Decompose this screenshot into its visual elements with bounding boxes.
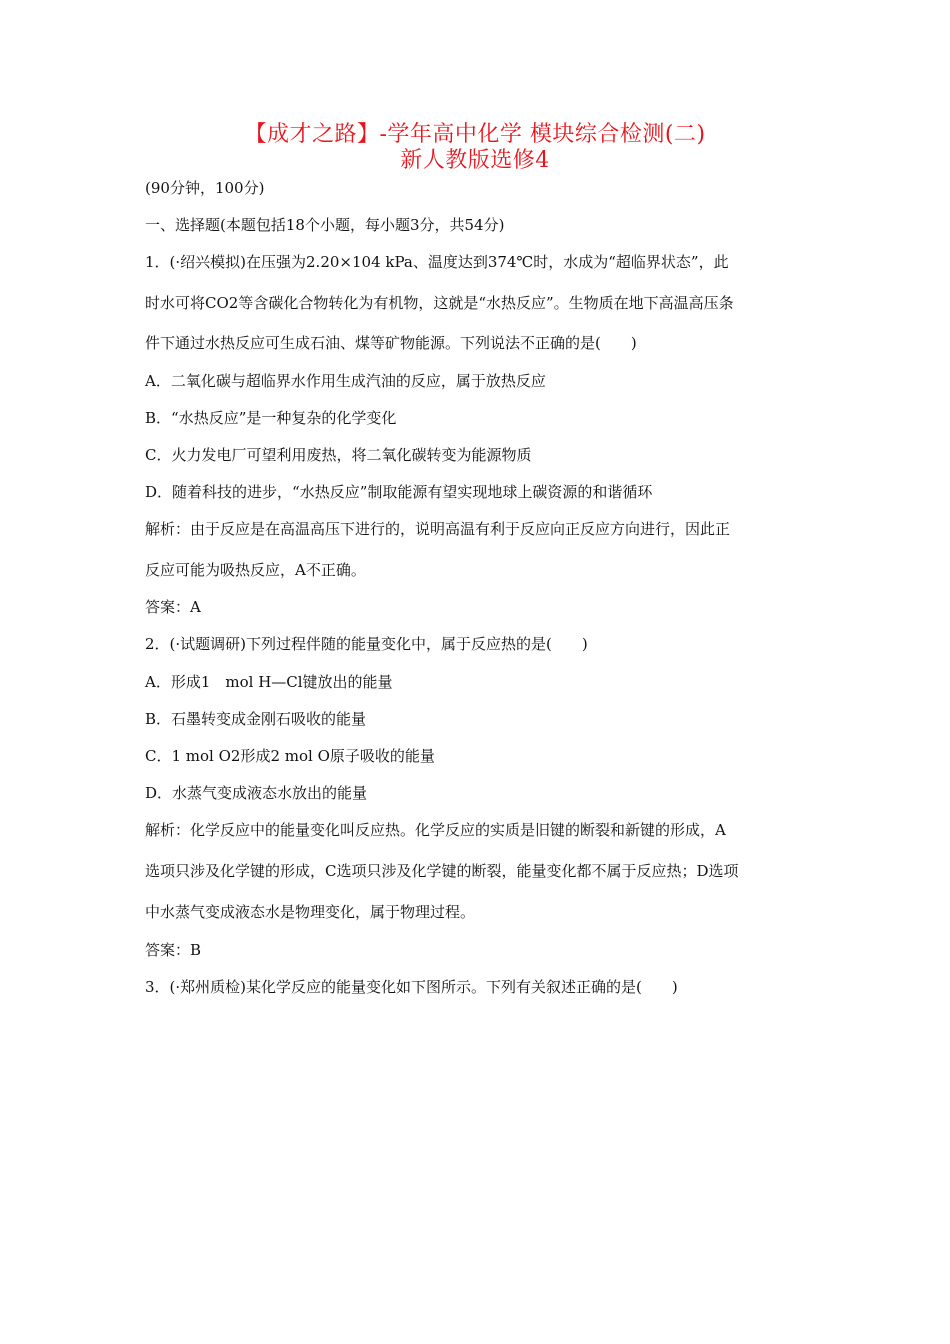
- q1-stem-line1: 1．(·绍兴模拟)在压强为2.20×104 kPa、温度达到374℃时，水成为“超临界状态”，此: [145, 253, 729, 271]
- q1-stem-line2: 时水可将CO2等含碳化合物转化为有机物，这就是“水热反应”。生物质在地下高温高压条: [145, 294, 734, 312]
- q1-option-a: A．二氧化碳与超临界水作用生成汽油的反应，属于放热反应: [145, 372, 546, 390]
- q1-option-d: D．随着科技的进步，“水热反应”制取能源有望实现地球上碳资源的和谐循环: [145, 483, 653, 501]
- q1-answer: 答案：A: [145, 598, 201, 616]
- q2-option-d: D．水蒸气变成液态水放出的能量: [145, 784, 368, 802]
- section-heading: 一、选择题(本题包括18个小题，每小题3分，共54分): [145, 216, 505, 234]
- q1-stem-line3: 件下通过水热反应可生成石油、煤等矿物能源。下列说法不正确的是( ): [145, 334, 637, 352]
- q3-stem: 3．(·郑州质检)某化学反应的能量变化如下图所示。下列有关叙述正确的是( ): [145, 978, 678, 996]
- q2-option-c: C．1 mol O2形成2 mol O原子吸收的能量: [145, 747, 435, 765]
- q2-explanation-line3: 中水蒸气变成液态水是物理变化，属于物理过程。: [145, 903, 476, 921]
- document-title-line2: 新人教版选修4: [400, 148, 550, 173]
- q1-option-c: C．火力发电厂可望利用废热，将二氧化碳转变为能源物质: [145, 446, 532, 464]
- q2-answer: 答案：B: [145, 941, 202, 959]
- q1-explanation-line2: 反应可能为吸热反应，A不正确。: [145, 561, 366, 579]
- q2-explanation-line1: 解析：化学反应中的能量变化叫反应热。化学反应的实质是旧键的断裂和新键的形成，A: [145, 821, 726, 839]
- q2-stem: 2．(·试题调研)下列过程伴随的能量变化中，属于反应热的是( ): [145, 635, 588, 653]
- q2-option-b: B．石墨转变成金刚石吸收的能量: [145, 710, 367, 728]
- q1-option-b: B．“水热反应”是一种复杂的化学变化: [145, 409, 397, 427]
- q1-explanation-line1: 解析：由于反应是在高温高压下进行的，说明高温有利于反应向正反应方向进行，因此正: [145, 520, 731, 538]
- time-score-note: (90分钟，100分): [145, 179, 265, 197]
- q2-option-a: A．形成1 mol H—Cl键放出的能量: [145, 673, 393, 691]
- q2-explanation-line2: 选项只涉及化学键的形成，C选项只涉及化学键的断裂，能量变化都不属于反应热；D选项: [145, 862, 739, 880]
- document-title-line1: 【成才之路】-学年高中化学 模块综合检测(二): [244, 122, 706, 147]
